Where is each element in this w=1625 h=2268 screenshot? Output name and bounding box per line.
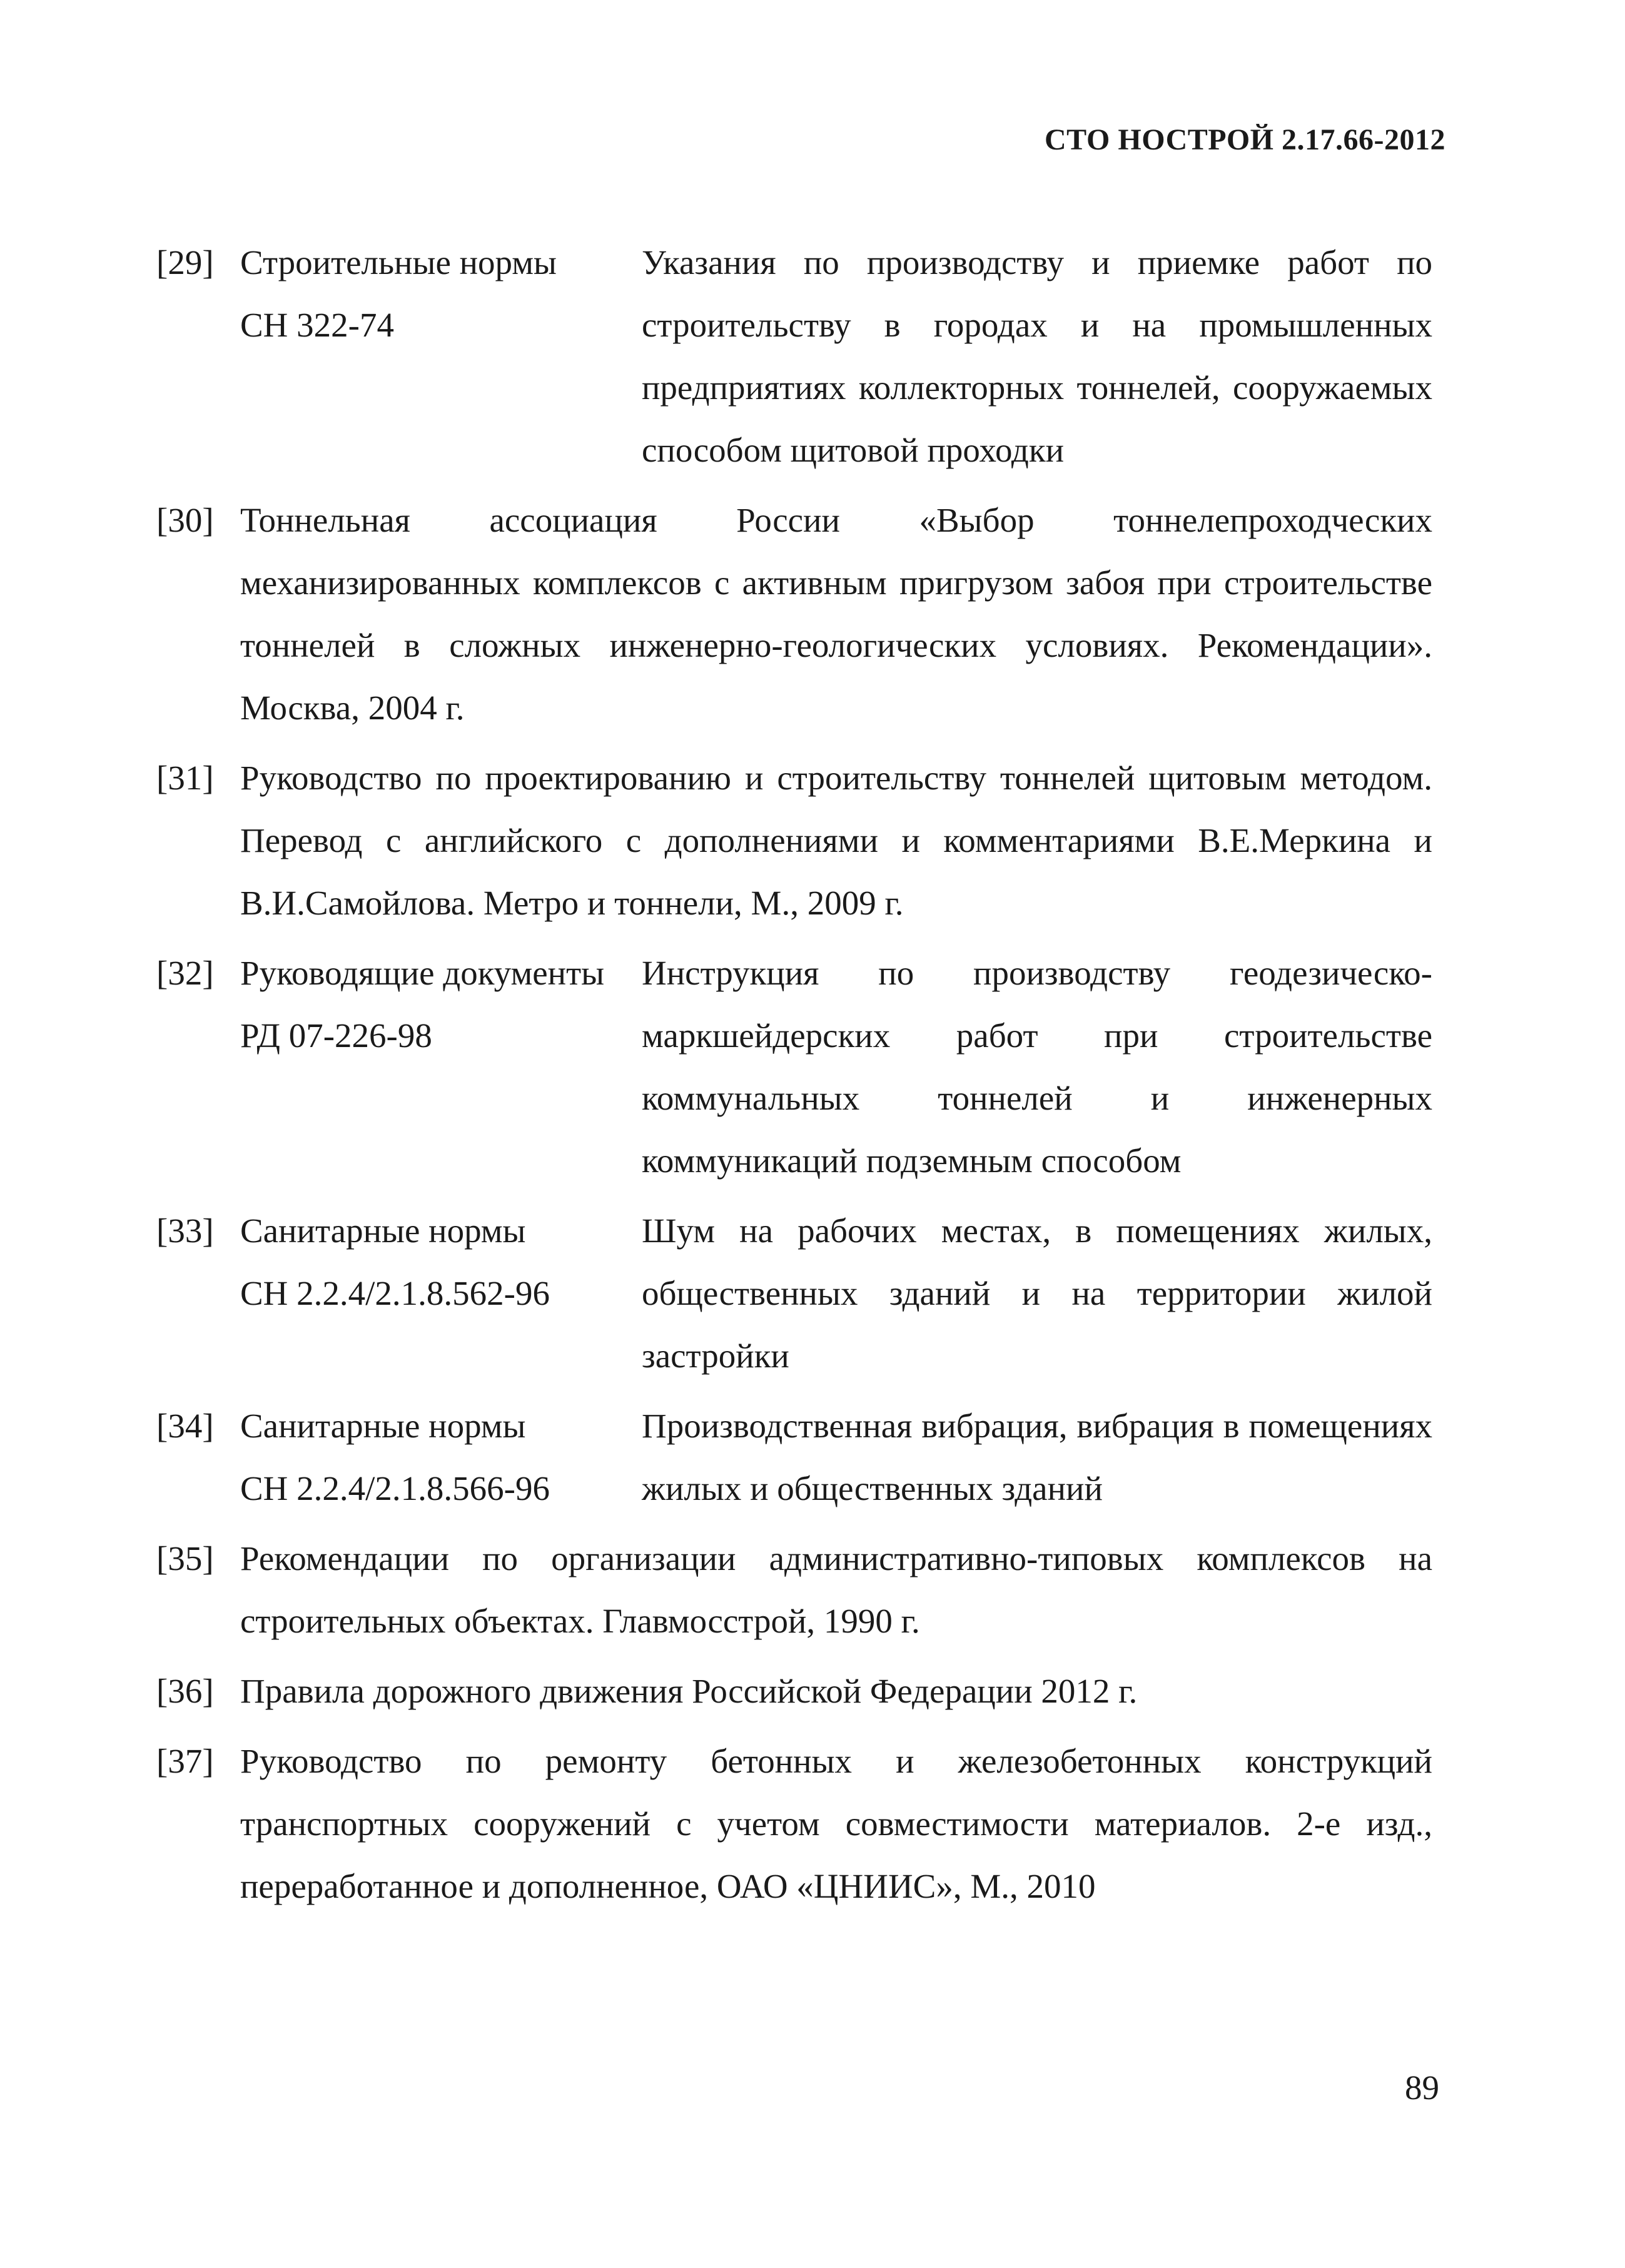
- reference-number: [29]: [156, 243, 214, 281]
- reference-item-32: [156, 942, 1432, 1192]
- source-type: Строительные нормы: [240, 243, 557, 281]
- reference-number: [30]: [156, 501, 214, 539]
- reference-item-37: [156, 1730, 1432, 1918]
- reference-number: [31]: [156, 759, 214, 797]
- reference-item-34: [156, 1395, 1432, 1520]
- source-code: СН 2.2.4/2.1.8.566-96: [240, 1469, 550, 1507]
- reference-item-36: [156, 1660, 1432, 1723]
- reference-source: [240, 1395, 642, 1520]
- document-code-header: СТО НОСТРОЙ 2.17.66-2012: [1044, 123, 1445, 156]
- reference-number: [33]: [156, 1212, 214, 1250]
- reference-description: Инструкция по производству геодезическо-маркшейдерских работ при строительстве коммунальных тоннелей и инженерных коммуникаций подземным способом: [642, 954, 1432, 1180]
- source-code: СН 2.2.4/2.1.8.562-96: [240, 1274, 550, 1312]
- reference-item-30: [156, 489, 1432, 739]
- reference-description: Производственная вибрация, вибрация в помещениях жилых и общественных зданий: [642, 1407, 1432, 1507]
- reference-item-35: [156, 1527, 1432, 1653]
- reference-text: Руководство по проектированию и строительству тоннелей щитовым методом. Перевод с английского с дополнениями и комментариями В.Е.Меркина и В.И.Самойлова. Метро и тоннели, М., 2009 г.: [240, 759, 1432, 922]
- reference-list: [156, 231, 1432, 1925]
- reference-number: [35]: [156, 1539, 214, 1577]
- reference-number: [34]: [156, 1407, 214, 1445]
- reference-text: Рекомендации по организации административно-типовых комплексов на строительных объектах. Главмосстрой, 1990 г.: [240, 1539, 1432, 1640]
- reference-number: [37]: [156, 1742, 214, 1780]
- reference-number: [36]: [156, 1672, 214, 1710]
- reference-item-33: [156, 1200, 1432, 1387]
- reference-number: [32]: [156, 954, 214, 992]
- page-number: 89: [1405, 2068, 1439, 2107]
- reference-source: [240, 1200, 642, 1387]
- reference-text: Правила дорожного движения Российской Федерации 2012 г.: [240, 1672, 1138, 1710]
- reference-text: Тоннельная ассоциация России «Выбор тоннелепроходческих механизированных комплексов с активным пригрузом забоя при строительстве тоннелей в сложных инженерно-геологических условиях. Рекомендации». Москва, 2004 г.: [240, 501, 1432, 727]
- reference-source: [240, 942, 642, 1192]
- source-type: Руководящие документы: [240, 954, 605, 992]
- reference-source: [240, 231, 642, 482]
- reference-description: Указания по производству и приемке работ по строительству в городах и на промышленных предприятиях коллекторных тоннелей, сооружаемых способом щитовой проходки: [642, 243, 1432, 469]
- reference-description: Шум на рабочих местах, в помещениях жилых, общественных зданий и на территории жилой застройки: [642, 1212, 1432, 1375]
- reference-text: Руководство по ремонту бетонных и железобетонных конструкций транспортных сооружений с учетом совместимости материалов. 2-е изд., переработанное и дополненное, ОАО «ЦНИИС», М., 2010: [240, 1742, 1432, 1905]
- reference-item-29: [156, 231, 1432, 482]
- reference-item-31: [156, 747, 1432, 934]
- source-code: СН 322-74: [240, 306, 394, 344]
- source-type: Санитарные нормы: [240, 1407, 526, 1445]
- source-code: РД 07-226-98: [240, 1016, 432, 1055]
- source-type: Санитарные нормы: [240, 1212, 526, 1250]
